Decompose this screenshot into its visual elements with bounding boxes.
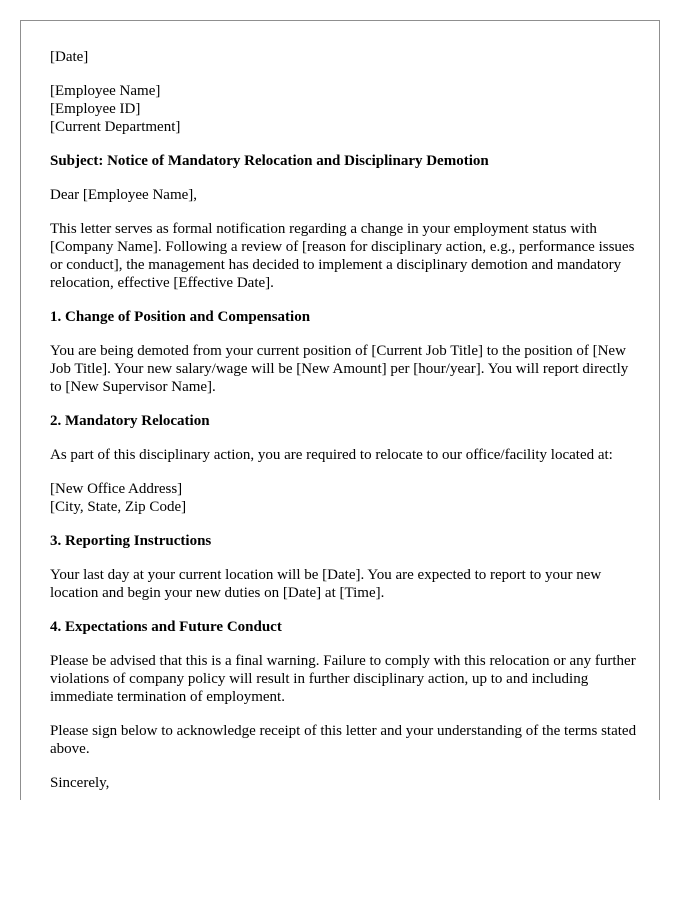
- employee-name: [Employee Name]: [50, 83, 161, 99]
- closing: Sincerely,: [50, 775, 110, 791]
- section-4-heading: 4. Expectations and Future Conduct: [50, 619, 282, 635]
- section-2-heading: 2. Mandatory Relocation: [50, 413, 210, 429]
- section-2-body: As part of this disciplinary action, you are required to relocate to our office/facility located at:: [50, 447, 613, 463]
- letter-date: [Date]: [50, 49, 89, 65]
- new-office-address: [New Office Address]: [50, 481, 183, 497]
- new-address-block: [50, 480, 640, 516]
- current-department: [Current Department]: [50, 119, 181, 135]
- section-1-body: You are being demoted from your current position of [Current Job Title] to the position of [New Job Title]. Your new salary/wage will be [New Amount] per [hour/year]. You will report directly to [New Supervisor Name].: [50, 343, 629, 395]
- section-3-body: Your last day at your current location will be [Date]. You are expected to report to your new location and begin your new duties on [Date] at [Time].: [50, 567, 602, 601]
- city-state-zip: [City, State, Zip Code]: [50, 499, 187, 515]
- salutation: Dear [Employee Name],: [50, 187, 198, 203]
- intro-paragraph: This letter serves as formal notification regarding a change in your employment status with [Company Name]. Following a review of [reason for disciplinary action, e.g., performance issues or conduct], the management has decided to implement a disciplinary demotion and mandatory relocation, effective [Effective Date].: [50, 221, 635, 291]
- section-1-heading: 1. Change of Position and Compensation: [50, 309, 311, 325]
- section-4-body: Please be advised that this is a final warning. Failure to comply with this relocation or any further violations of company policy will result in further disciplinary action, up to and including immediate termination of employment.: [50, 653, 636, 705]
- section-3-heading: 3. Reporting Instructions: [50, 533, 212, 549]
- acknowledge-paragraph: Please sign below to acknowledge receipt of this letter and your understanding of the terms stated above.: [50, 723, 637, 757]
- letter-page: [20, 20, 660, 800]
- letter-subject: Subject: Notice of Mandatory Relocation and Disciplinary Demotion: [50, 153, 489, 169]
- recipient-block: [50, 82, 640, 136]
- letter-content: [50, 48, 640, 800]
- employee-id: [Employee ID]: [50, 101, 141, 117]
